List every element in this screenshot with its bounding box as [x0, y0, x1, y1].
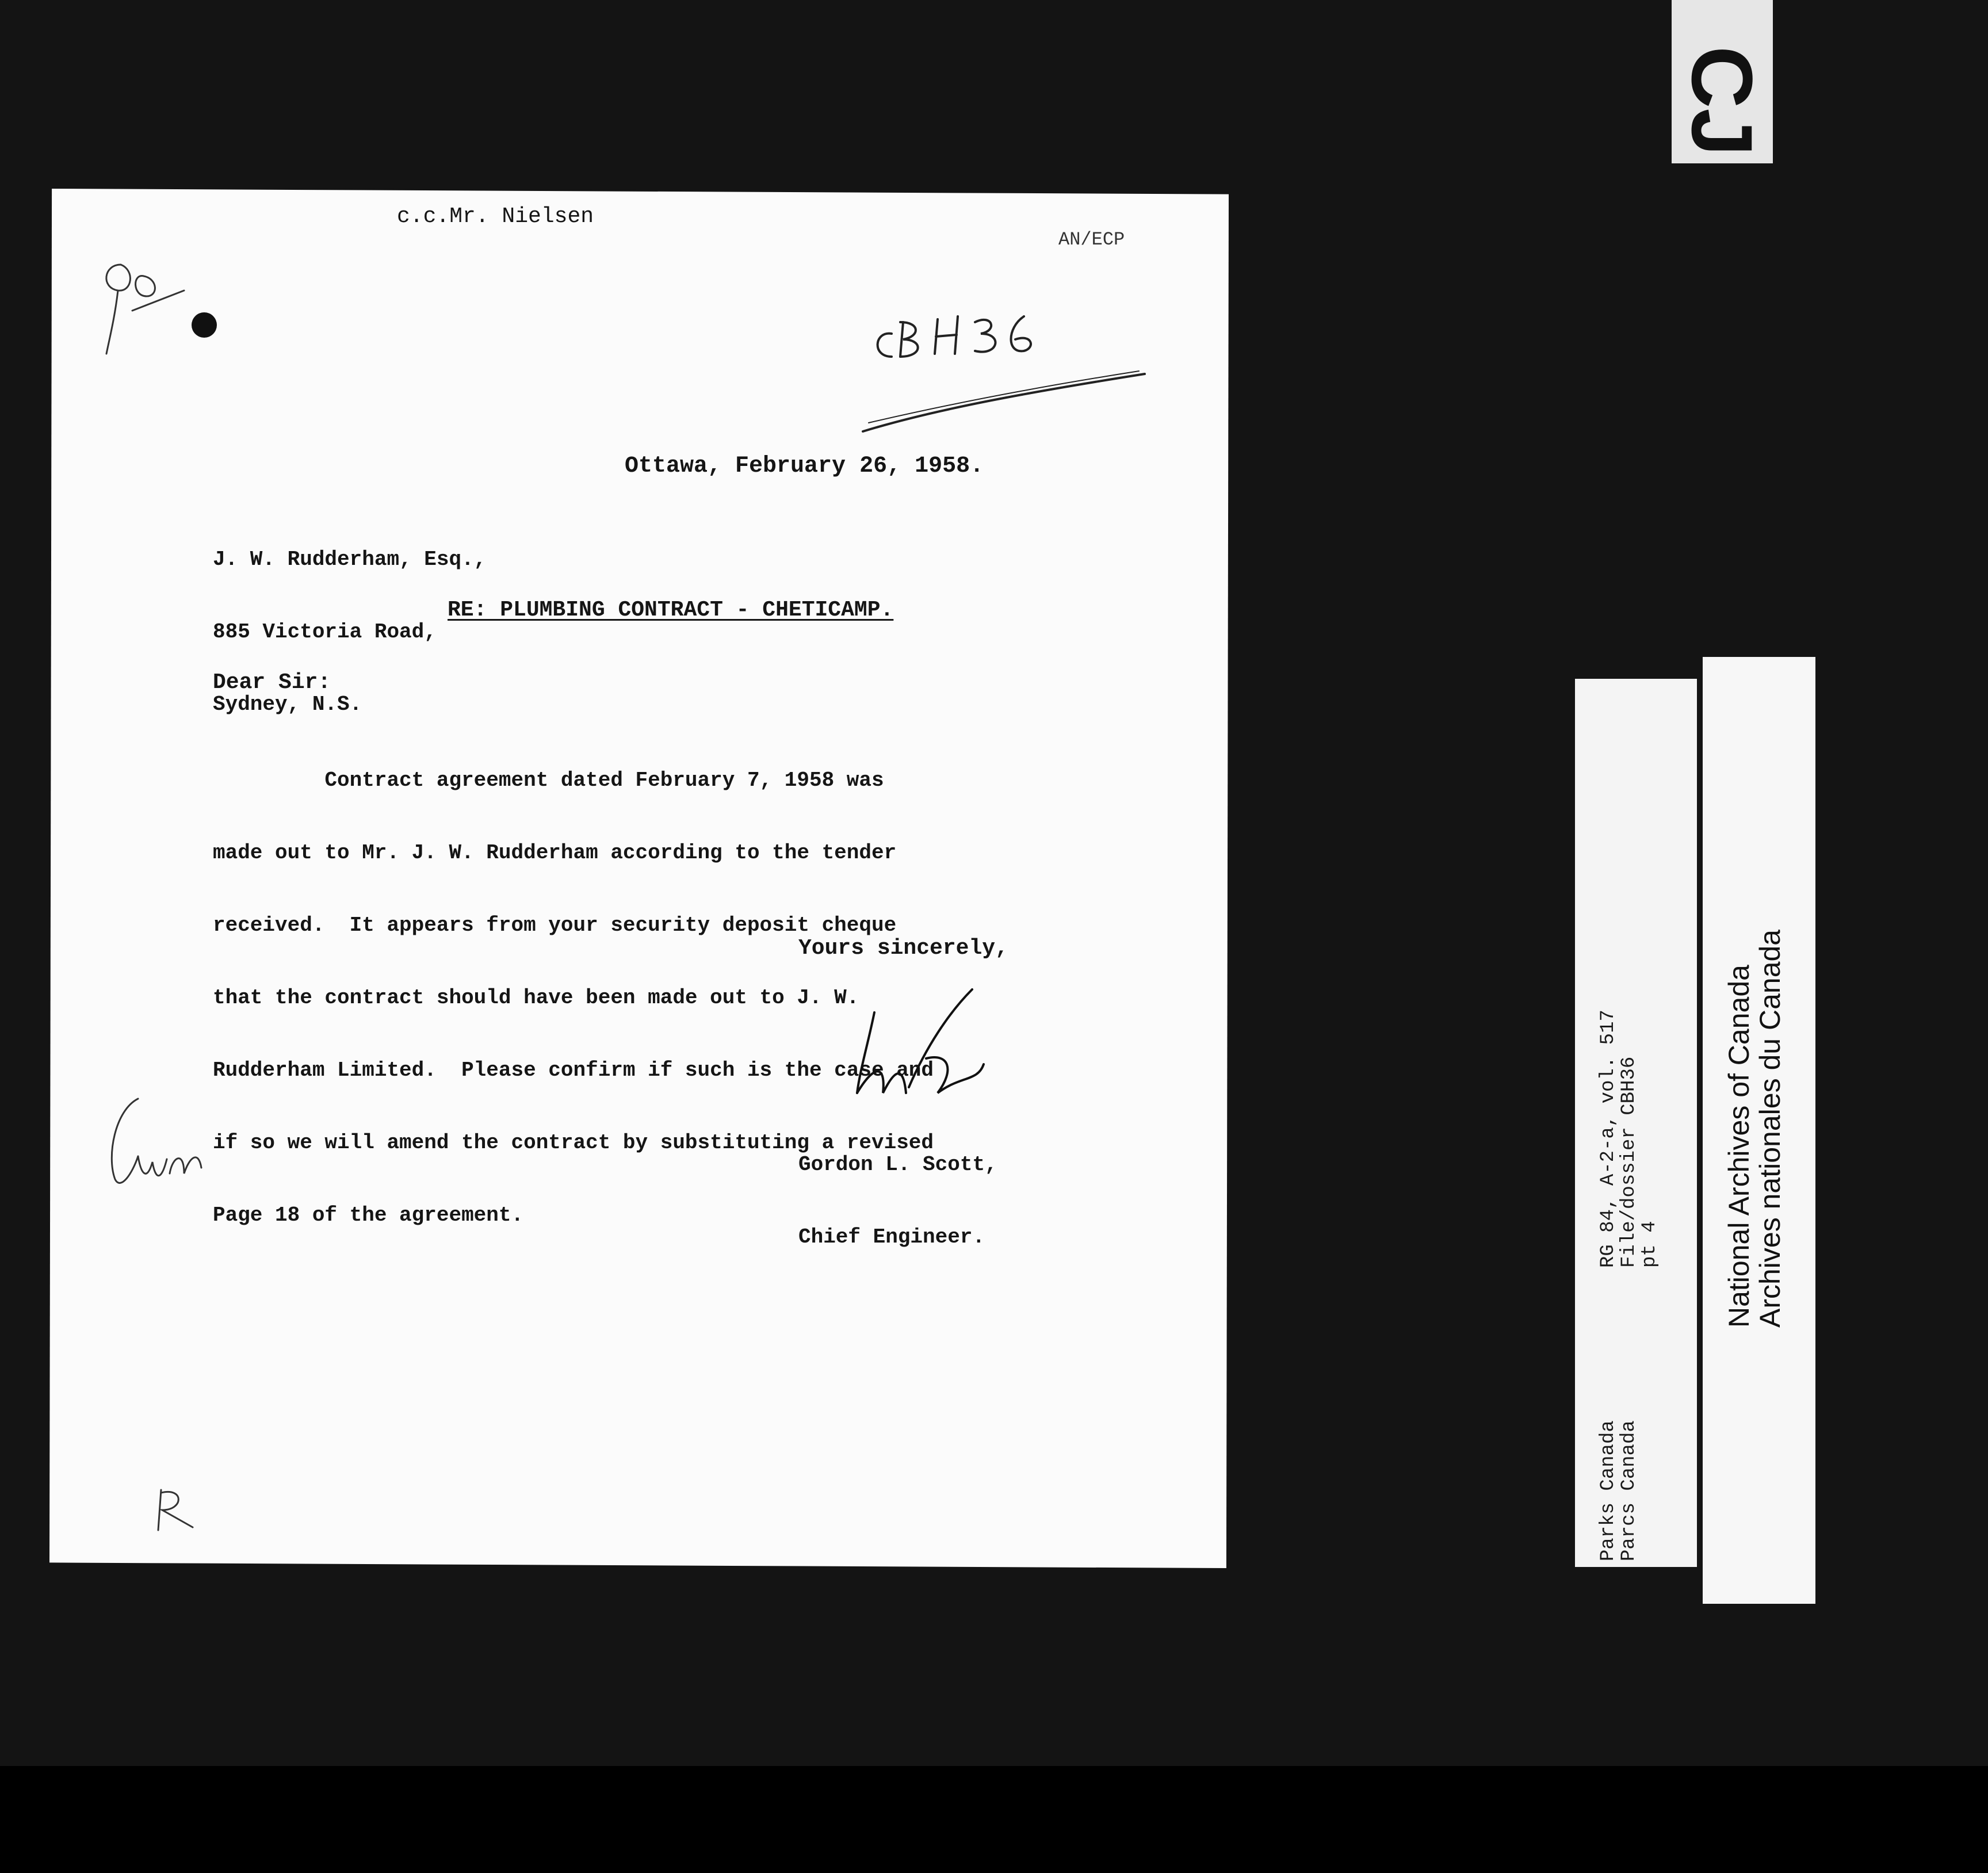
address-line: Sydney, N.S.: [213, 693, 362, 716]
handwritten-file-number: [851, 299, 1162, 437]
signer-title: Chief Engineer.: [798, 1225, 985, 1249]
carbon-copy-line: c.c.Mr. Nielsen: [397, 204, 594, 229]
parks-canada-label: Parks Canada Parcs Canada: [1597, 1420, 1640, 1561]
subject-line: RE: PLUMBING CONTRACT - CHETICAMP.: [448, 598, 894, 622]
address-line: 885 Victoria Road,: [213, 620, 437, 644]
body-line: Contract agreement dated February 7, 1958 was: [213, 769, 884, 792]
national-archives-label: [1703, 657, 1815, 1604]
body-line: if so we will amend the contract by substituting a revised: [213, 1131, 934, 1155]
handwritten-initials: [98, 1087, 224, 1197]
signer-name: Gordon L. Scott,: [798, 1153, 997, 1176]
recipient-address: [213, 499, 486, 741]
signer-block: [798, 1104, 997, 1274]
reference-initials: AN/ECP: [1058, 229, 1125, 250]
body-line: received. It appears from your security deposit cheque: [213, 913, 897, 937]
signature: [840, 978, 1035, 1116]
scan-border-bottom: [0, 1766, 1988, 1873]
film-edge-strip: [1672, 0, 1773, 163]
archive-reference-label: [1575, 679, 1697, 1567]
body-line: Page 18 of the agreement.: [213, 1203, 524, 1227]
handwritten-folio-mark: [92, 247, 236, 362]
salutation: Dear Sir:: [213, 670, 331, 695]
film-edge-mark: CJ: [1674, 46, 1771, 156]
letter-date: Ottawa, February 26, 1958.: [625, 453, 984, 479]
national-archives-text: National Archives of Canada Archives nationales du Canada: [1723, 929, 1786, 1328]
body-line: that the contract should have been made out to J. W.: [213, 986, 859, 1010]
body-line: Rudderham Limited. Please confirm if such is the case and: [213, 1058, 934, 1082]
address-line: J. W. Rudderham, Esq.,: [213, 548, 487, 571]
handwritten-mark-r: [150, 1484, 201, 1536]
body-line: made out to Mr. J. W. Rudderham according to the tender: [213, 841, 897, 865]
closing: Yours sincerely,: [798, 936, 1008, 961]
archive-reference: RG 84, A-2-a, vol. 517 File/dossier CBH36 pt 4: [1597, 1010, 1661, 1268]
